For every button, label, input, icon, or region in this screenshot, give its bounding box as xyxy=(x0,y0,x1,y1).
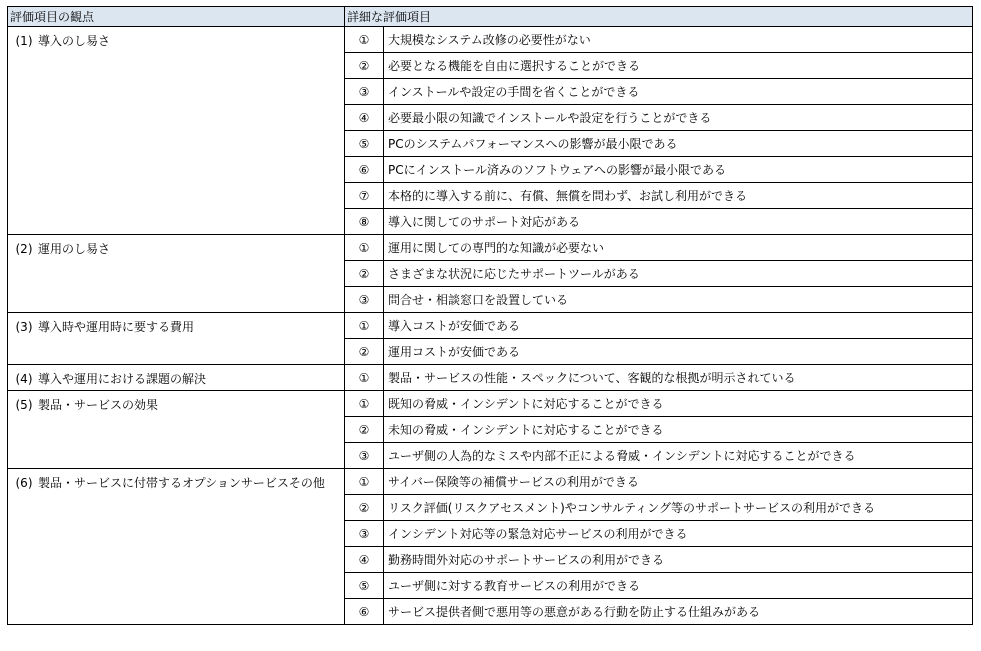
item-detail: リスク評価(リスクアセスメント)やコンサルティング等のサポートサービスの利用ができる xyxy=(384,495,973,521)
table-row xyxy=(8,365,973,391)
item-detail: PCのシステムパフォーマンスへの影響が最小限である xyxy=(384,131,973,157)
table-row xyxy=(8,391,973,417)
item-number: ⑦ xyxy=(345,183,384,209)
item-number: ② xyxy=(345,261,384,287)
viewpoint-number: (5) xyxy=(15,398,33,412)
table-row xyxy=(8,27,973,53)
table-row xyxy=(8,313,973,339)
item-detail: インシデント対応等の緊急対応サービスの利用ができる xyxy=(384,521,973,547)
viewpoint-title: 導入や運用における課題の解決 xyxy=(38,372,207,386)
viewpoint-title: 製品・サービスの効果 xyxy=(38,398,159,412)
item-detail: さまざまな状況に応じたサポートツールがある xyxy=(384,261,973,287)
item-number: ⑥ xyxy=(345,599,384,625)
viewpoint-title: 導入のし易さ xyxy=(38,34,111,48)
item-number: ③ xyxy=(345,79,384,105)
item-detail: サイバー保険等の補償サービスの利用ができる xyxy=(384,469,973,495)
item-detail: 大規模なシステム改修の必要性がない xyxy=(384,27,973,53)
item-number: ② xyxy=(345,53,384,79)
viewpoint-number: (2) xyxy=(15,242,33,256)
item-detail: 製品・サービスの性能・スペックについて、客観的な根拠が明示されている xyxy=(384,365,973,391)
viewpoint-title: 運用のし易さ xyxy=(38,242,111,256)
item-detail: ユーザ側の人為的なミスや内部不正による脅威・インシデントに対応することができる xyxy=(384,443,973,469)
item-number: ① xyxy=(345,235,384,261)
evaluation-table xyxy=(7,6,973,625)
item-number: ① xyxy=(345,365,384,391)
item-detail: 本格的に導入する前に、有償、無償を問わず、お試し利用ができる xyxy=(384,183,973,209)
item-detail: インストールや設定の手間を省くことができる xyxy=(384,79,973,105)
header-row xyxy=(8,7,973,27)
item-detail: 運用に関しての専門的な知識が必要ない xyxy=(384,235,973,261)
item-detail: 勤務時間外対応のサポートサービスの利用ができる xyxy=(384,547,973,573)
item-number: ① xyxy=(345,313,384,339)
table-body xyxy=(8,27,973,625)
item-number: ⑧ xyxy=(345,209,384,235)
item-number: ① xyxy=(345,27,384,53)
viewpoint-number: (6) xyxy=(15,476,33,490)
viewpoint-number: (3) xyxy=(15,320,33,334)
item-number: ① xyxy=(345,391,384,417)
viewpoint-cell xyxy=(8,235,345,313)
item-number: ① xyxy=(345,469,384,495)
item-number: ④ xyxy=(345,105,384,131)
item-detail: 運用コストが安価である xyxy=(384,339,973,365)
viewpoint-number: (4) xyxy=(15,372,33,386)
item-detail: 未知の脅威・インシデントに対応することができる xyxy=(384,417,973,443)
viewpoint-title: 導入時や運用時に要する費用 xyxy=(38,320,195,334)
header-viewpoint: 評価項目の観点 xyxy=(8,7,345,27)
item-detail: 必要最小限の知識でインストールや設定を行うことができる xyxy=(384,105,973,131)
item-detail: ユーザ側に対する教育サービスの利用ができる xyxy=(384,573,973,599)
item-number: ② xyxy=(345,339,384,365)
item-detail: 必要となる機能を自由に選択することができる xyxy=(384,53,973,79)
item-number: ④ xyxy=(345,547,384,573)
table-row xyxy=(8,469,973,495)
header-detail: 詳細な評価項目 xyxy=(345,7,973,27)
item-number: ③ xyxy=(345,287,384,313)
item-number: ② xyxy=(345,417,384,443)
item-detail: サービス提供者側で悪用等の悪意がある行動を防止する仕組みがある xyxy=(384,599,973,625)
item-detail: 導入コストが安価である xyxy=(384,313,973,339)
item-number: ⑤ xyxy=(345,131,384,157)
viewpoint-number: (1) xyxy=(15,34,33,48)
table-row xyxy=(8,235,973,261)
item-number: ⑥ xyxy=(345,157,384,183)
viewpoint-cell xyxy=(8,469,345,625)
viewpoint-title: 製品・サービスに付帯するオプションサービスその他 xyxy=(38,476,325,490)
item-number: ⑤ xyxy=(345,573,384,599)
viewpoint-cell xyxy=(8,391,345,469)
viewpoint-cell xyxy=(8,313,345,365)
item-detail: 導入に関してのサポート対応がある xyxy=(384,209,973,235)
item-detail: PCにインストール済みのソフトウェアへの影響が最小限である xyxy=(384,157,973,183)
viewpoint-cell xyxy=(8,27,345,235)
item-number: ② xyxy=(345,495,384,521)
item-number: ③ xyxy=(345,521,384,547)
viewpoint-cell xyxy=(8,365,345,391)
item-detail: 問合せ・相談窓口を設置している xyxy=(384,287,973,313)
item-detail: 既知の脅威・インシデントに対応することができる xyxy=(384,391,973,417)
item-number: ③ xyxy=(345,443,384,469)
